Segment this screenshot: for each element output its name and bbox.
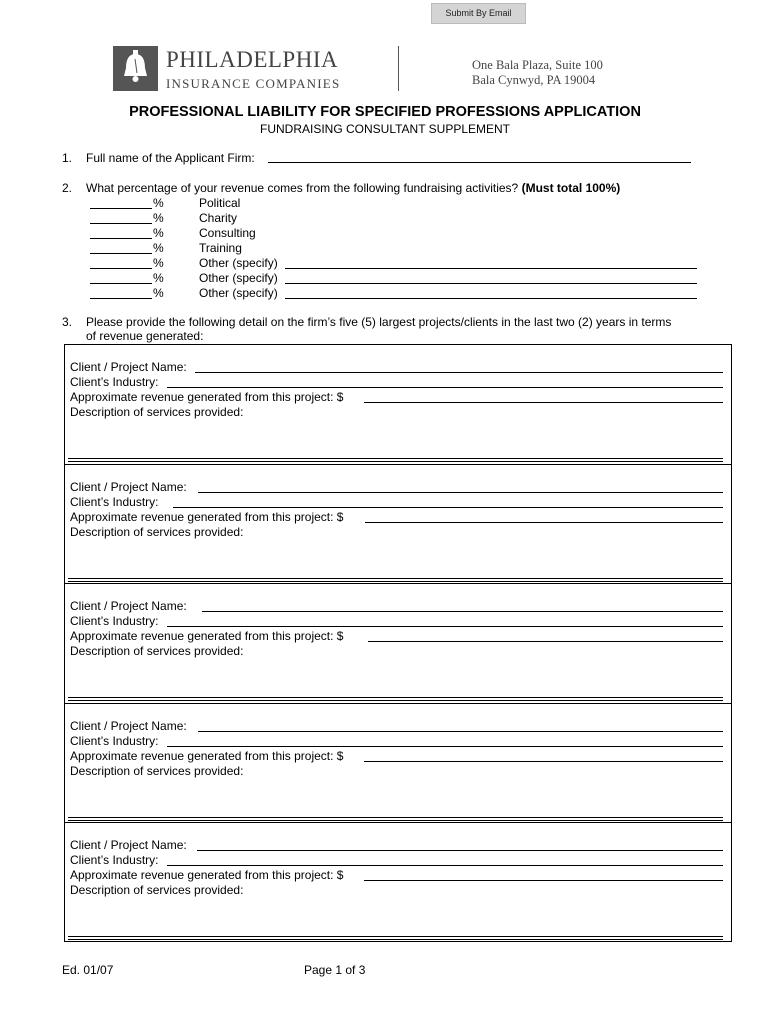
client-industry-label: Client’s Industry:	[70, 375, 159, 389]
revenue-label: Approximate revenue generated from this project: $	[70, 629, 344, 644]
percent-sign: %	[153, 256, 164, 270]
revenue-field[interactable]	[364, 880, 723, 881]
percent-sign: %	[153, 196, 164, 210]
description-field[interactable]	[68, 936, 723, 940]
other-specify-field[interactable]	[285, 298, 697, 299]
description-label: Description of services provided:	[70, 883, 244, 898]
edition-label: Ed. 01/07	[62, 963, 114, 977]
activity-percent-field[interactable]	[90, 223, 152, 224]
project-separator	[64, 583, 732, 584]
client-industry-field[interactable]	[167, 387, 723, 388]
percent-sign: %	[153, 226, 164, 240]
activity-label: Other (specify)	[199, 256, 278, 270]
activity-percent-field[interactable]	[90, 238, 152, 239]
address-line-1: One Bala Plaza, Suite 100	[472, 58, 603, 72]
client-project-name-field[interactable]	[202, 611, 723, 612]
revenue-field[interactable]	[365, 522, 723, 523]
percent-sign: %	[153, 286, 164, 300]
page-number: Page 1 of 3	[304, 963, 366, 977]
client-industry-label: Client’s Industry:	[70, 853, 159, 868]
description-field[interactable]	[68, 697, 723, 701]
liberty-bell-logo-icon	[113, 46, 158, 91]
other-specify-field[interactable]	[285, 268, 697, 269]
client-industry-field[interactable]	[167, 865, 723, 866]
activity-label: Charity	[199, 211, 238, 225]
revenue-label: Approximate revenue generated from this project: $	[70, 868, 344, 883]
client-industry-label: Client’s Industry:	[70, 614, 159, 629]
client-project-name-label: Client / Project Name:	[70, 718, 187, 733]
company-subtitle: INSURANCE COMPANIES	[166, 76, 341, 91]
applicant-firm-name-field[interactable]	[268, 162, 691, 163]
activity-label: Training	[199, 241, 242, 255]
activity-label: Political	[199, 196, 241, 210]
client-project-name-label: Client / Project Name:	[70, 599, 187, 614]
client-industry-label: Client’s Industry:	[70, 494, 159, 509]
activity-percent-field[interactable]	[90, 268, 152, 269]
revenue-field[interactable]	[364, 402, 723, 403]
revenue-field[interactable]	[368, 641, 723, 642]
client-industry-field[interactable]	[167, 746, 723, 747]
project-separator	[64, 703, 732, 704]
q2-number: 2.	[62, 181, 73, 195]
percent-sign: %	[153, 271, 164, 285]
q3-line-2: of revenue generated:	[86, 329, 204, 343]
project-separator	[64, 822, 732, 823]
q2-question: What percentage of your revenue comes from the following fundraising activities?	[86, 181, 519, 195]
revenue-label: Approximate revenue generated from this project: $	[70, 509, 344, 524]
q2-label	[86, 181, 620, 196]
header-divider	[398, 46, 399, 91]
client-project-name-label: Client / Project Name:	[70, 360, 187, 374]
q1-label: Full name of the Applicant Firm:	[86, 151, 255, 165]
page-subtitle: FUNDRAISING CONSULTANT SUPPLEMENT	[259, 122, 511, 136]
client-project-name-label: Client / Project Name:	[70, 479, 187, 494]
description-field[interactable]	[68, 458, 723, 462]
description-field[interactable]	[68, 817, 723, 821]
description-label: Description of services provided:	[70, 644, 244, 659]
revenue-field[interactable]	[364, 761, 723, 762]
client-project-name-field[interactable]	[198, 731, 723, 732]
activity-percent-field[interactable]	[90, 208, 152, 209]
description-label: Description of services provided:	[70, 405, 244, 419]
company-name: PHILADELPHIA	[166, 47, 339, 72]
activity-label: Other (specify)	[199, 286, 278, 300]
revenue-label: Approximate revenue generated from this project: $	[70, 748, 344, 763]
client-industry-field[interactable]	[173, 507, 723, 508]
activity-percent-field[interactable]	[90, 253, 152, 254]
description-label: Description of services provided:	[70, 524, 244, 539]
activity-percent-field[interactable]	[90, 298, 152, 299]
percent-sign: %	[153, 241, 164, 255]
activity-label: Other (specify)	[199, 271, 278, 285]
project-separator	[64, 464, 732, 465]
q1-number: 1.	[62, 151, 73, 165]
revenue-label: Approximate revenue generated from this project: $	[70, 390, 344, 404]
percent-sign: %	[153, 211, 164, 225]
description-field[interactable]	[68, 578, 723, 582]
submit-by-email-button[interactable]: Submit By Email	[431, 3, 526, 24]
q3-line-1: Please provide the following detail on the firm’s five (5) largest projects/clients in the last two (2) years in terms	[86, 315, 672, 329]
client-project-name-label: Client / Project Name:	[70, 838, 187, 853]
q3-number: 3.	[62, 315, 73, 329]
client-industry-label: Client’s Industry:	[70, 733, 159, 748]
client-project-name-field[interactable]	[198, 492, 723, 493]
client-project-name-field[interactable]	[195, 372, 723, 373]
description-label: Description of services provided:	[70, 763, 244, 778]
page-title: PROFESSIONAL LIABILITY FOR SPECIFIED PROFESSIONS APPLICATION	[129, 104, 641, 120]
client-industry-field[interactable]	[167, 626, 723, 627]
address-line-2: Bala Cynwyd, PA 19004	[472, 73, 596, 87]
client-project-name-field[interactable]	[197, 850, 723, 851]
activity-percent-field[interactable]	[90, 283, 152, 284]
q2-must-total: (Must total 100%)	[521, 181, 621, 195]
activity-label: Consulting	[199, 226, 256, 240]
other-specify-field[interactable]	[285, 283, 697, 284]
